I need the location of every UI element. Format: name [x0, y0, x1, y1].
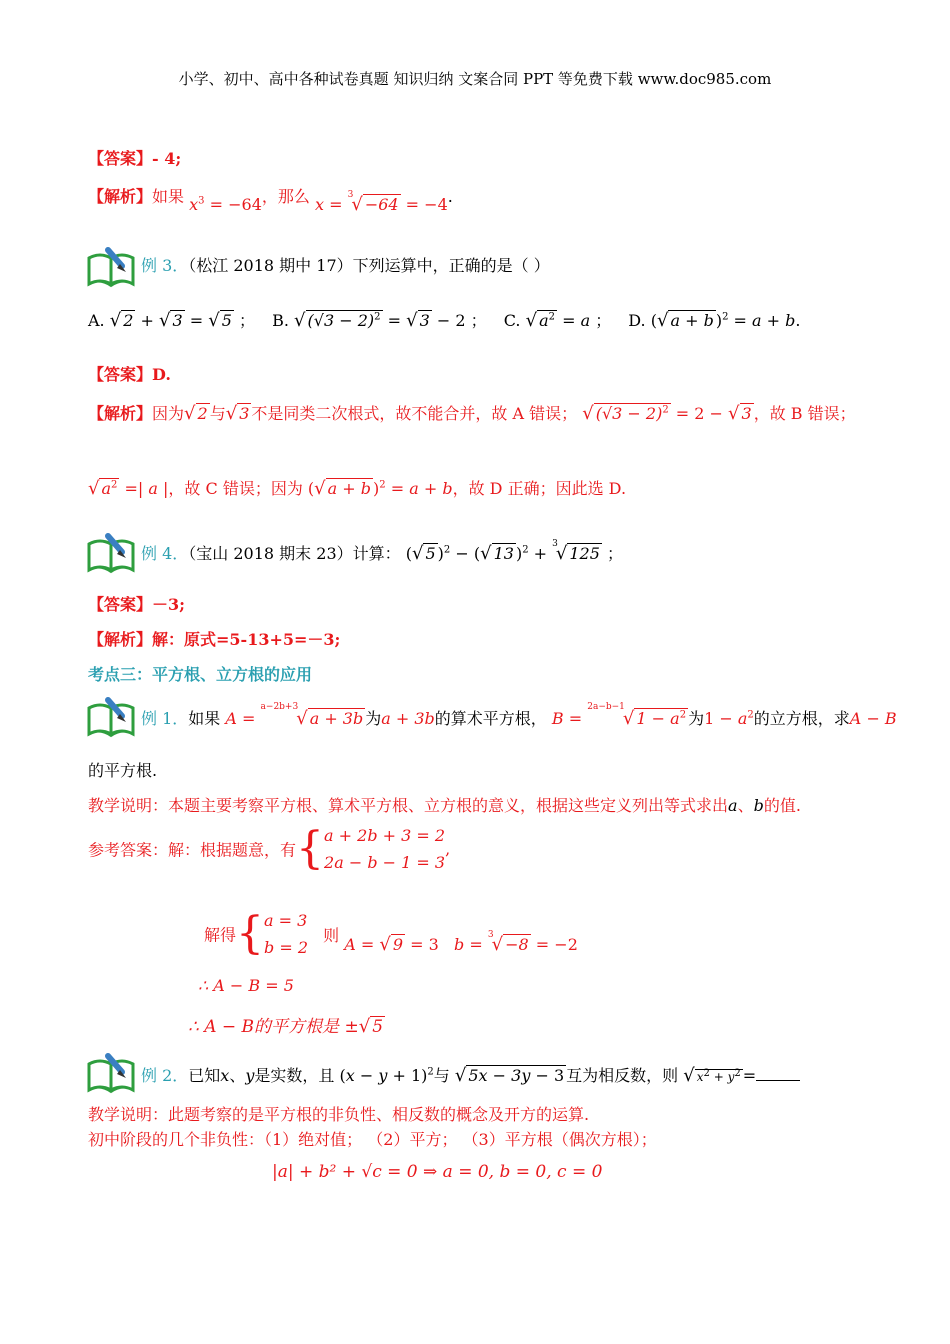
note-text: 教学说明：本题主要考察平方根、算术平方根、立方根的意义，根据这些定义列出等式求出	[88, 796, 729, 815]
solution-a: a = 3	[264, 911, 308, 930]
equals-sign: =	[742, 1066, 757, 1085]
answer-value: D.	[152, 365, 171, 384]
analysis-text: 不是同类二次根式，故不能合并，故 A 错误；	[251, 404, 578, 423]
analysis-expr-d: (√ a + b )$^2$ = a + b	[307, 478, 453, 499]
non-negativity-formula: |a| + b² + √c = 0 ⇒ a = 0, b = 0, c = 0	[272, 1162, 603, 1182]
non-negativity-list: 初中阶段的几个非负性：（1）绝对值； （2）平方； （3）平方根（偶次方根）；	[88, 1130, 657, 1149]
teaching-note-1: 教学说明：本题主要考察平方根、算术平方根、立方根的意义，根据这些定义列出等式求出a、b的值.	[88, 796, 801, 815]
analysis-text: 解：原式=5-13+5=－3;	[152, 630, 341, 649]
option-c-expr: √ $a^2 = a$	[525, 310, 591, 331]
question-text: 如果	[188, 709, 221, 728]
expr-B: B = $^{2a-b-1}$√ $1 - a^2$	[551, 702, 687, 729]
expr-a3b: a + 3b	[381, 709, 435, 728]
solution-line: 解得{ a = 3 b = 2 则 A = √ 9 = 3 b = $^3$√ −8 = −2	[204, 908, 578, 959]
example-2-line: 例 2．已知x、y是实数，且 $(x - y + 1)^2$与 √ 5x − 3y − 3 互为相反数，则 √ $x^2 + y^2$ =	[141, 1063, 800, 1086]
option-d-label: D.	[628, 311, 646, 330]
analysis-text: ，故 C 错误；因为	[168, 479, 303, 498]
expr-A-B: A − B	[849, 709, 897, 728]
analysis-line-ex3: 【解析】因为√ 2 与√ 3 不是同类二次根式，故不能合并，故 A 错误； √ $(√3 - 2)^2 = 2$ − √ 3 ，故 B 错误；	[88, 403, 856, 424]
question-text: 为	[365, 709, 382, 728]
example-4-expr: (√ 5 )$^2$ − (√ 13 )$^2$ + $^3$√ 125	[405, 539, 600, 564]
book-pencil-icon	[86, 530, 138, 574]
expr-A: A = $^{a-2b+3}$√ a + 3b	[225, 702, 364, 729]
expr-1-a2: $1 - a^2$	[704, 709, 754, 728]
therefore-line-1: ∴ A − B = 5	[198, 976, 294, 995]
expr-sqrt: √ 5x − 3y − 3	[454, 1065, 565, 1086]
answer-line-ex4	[88, 592, 185, 615]
reference-answer: 参考答案：解：根据题意，有{ a + 2b + 3 = 2 2a − b − 1 = 3 ,	[88, 823, 451, 874]
system-eq-1: a + 2b + 3 = 2	[324, 826, 446, 845]
example-1-line-2: 的平方根.	[88, 761, 158, 780]
book-pencil-icon	[86, 694, 138, 738]
expr-target: √ $x^2 + y^2$	[683, 1065, 741, 1086]
then-label: 则	[323, 925, 340, 945]
example-question: （宝山 2018 期末 23）计算：	[188, 544, 401, 563]
note-text: 的值.	[763, 796, 801, 815]
question-text: 与	[433, 1066, 450, 1085]
example-question: （松江 2018 期中 17）下列运算中，正确的是（ ）	[188, 256, 550, 275]
therefore-text: ∴ A − B的平方根是 ±	[188, 1017, 359, 1037]
question-text: 的立方根，求	[753, 709, 850, 728]
analysis-label: 【解析】	[88, 404, 153, 423]
solution-b: b = 2	[264, 938, 309, 957]
answer-label: 【答案】	[88, 595, 153, 614]
option-b-expr: √ $(√3 - 2)^2$ = √ 3 − 2	[294, 310, 466, 331]
question-text: 的算术平方根，	[434, 709, 547, 728]
option-b-label: B.	[272, 311, 289, 330]
analysis-text: 与	[209, 404, 226, 423]
analysis-text: ，故 D 正确；因此选 D.	[452, 479, 627, 498]
analysis-text: 如果	[152, 187, 185, 206]
analysis-line-ex3-2	[88, 476, 626, 499]
example-label: 例 3．	[141, 256, 189, 275]
analysis-line-1: 【解析】如果 $x^3 = -64$，那么 x = $^3$√ −64 = −4.	[88, 187, 453, 215]
teaching-note-2: 教学说明：此题考察的是平方根的非负性、相反数的概念及开方的运算.	[88, 1105, 590, 1124]
answer-label: 【答案】	[88, 365, 153, 384]
option-d-expr: (√ a + b )$^2$ = a + b	[650, 310, 796, 331]
example-label: 例 4．	[141, 544, 189, 563]
analysis-expr-b: √ $(√3 - 2)^2 = 2$ − √ 3	[582, 403, 752, 424]
analysis-expr-c: √ $a^2$ =| a |	[88, 478, 169, 499]
expr-square: $(x - y + 1)^2$	[339, 1066, 434, 1085]
option-a-expr: √ 2 + √ 3 = √ 5	[109, 310, 232, 331]
question-text: 互为相反数，则	[566, 1066, 679, 1085]
question-text: 是实数，且	[254, 1066, 335, 1085]
example-3-line	[141, 253, 550, 276]
answer-line-1	[88, 146, 181, 169]
answer-value: －3;	[152, 595, 186, 614]
solve-label: 解得	[204, 925, 237, 945]
ref-text: 参考答案：解：根据题意，有	[88, 840, 297, 860]
page-header: 小学、初中、高中各种试卷真题 知识归纳 文案合同 PPT 等免费下载 www.doc985.com	[178, 70, 772, 88]
system-eq-2: 2a − b − 1 = 3	[324, 853, 446, 872]
example-1-line	[141, 702, 897, 729]
equation-x-cubed: $x^3 = -64$	[189, 195, 262, 214]
option-a-label: A.	[88, 311, 105, 330]
analysis-text: ，故 B 错误；	[753, 404, 856, 423]
question-text: 已知	[188, 1066, 221, 1085]
example-label: 例 2．	[141, 1066, 189, 1085]
analysis-label: 【解析】	[88, 187, 153, 206]
option-c-label: C.	[503, 311, 521, 330]
analysis-text: ，那么	[261, 187, 310, 206]
answer-value: - 4;	[152, 149, 182, 168]
answer-line-ex3	[88, 362, 171, 385]
options-row: A. √ 2 + √ 3 = √ 5 ； B. √ $(√3 - 2)^2$ = √ 3 − 2 ； C. √ $a^2 = a$ ； D. (√ a + b )$^2$ = a + b.	[88, 310, 801, 331]
book-pencil-icon	[86, 244, 138, 288]
answer-label: 【答案】	[88, 149, 153, 168]
section-title: 考点三：平方根、立方根的应用	[88, 665, 313, 684]
answer-blank[interactable]	[756, 1066, 800, 1081]
book-pencil-icon	[86, 1050, 138, 1094]
solution-values: A = √ 9 = 3 b = $^3$√ −8 = −2	[344, 929, 578, 955]
analysis-line-ex4	[88, 627, 340, 650]
equation-cube-root: x = $^3$√ −64 = −4	[314, 190, 448, 215]
therefore-line-2: ∴ A − B的平方根是 ±√ 5	[188, 1016, 384, 1037]
example-4-line: 例 4．（宝山 2018 期末 23）计算： (√ 5 )$^2$ − (√ 13 )$^2$ + $^3$√ 125 ；	[141, 539, 623, 564]
analysis-text: 因为	[152, 404, 185, 423]
analysis-label: 【解析】	[88, 630, 153, 649]
example-label: 例 1．	[141, 709, 189, 728]
question-text: 为	[688, 709, 705, 728]
